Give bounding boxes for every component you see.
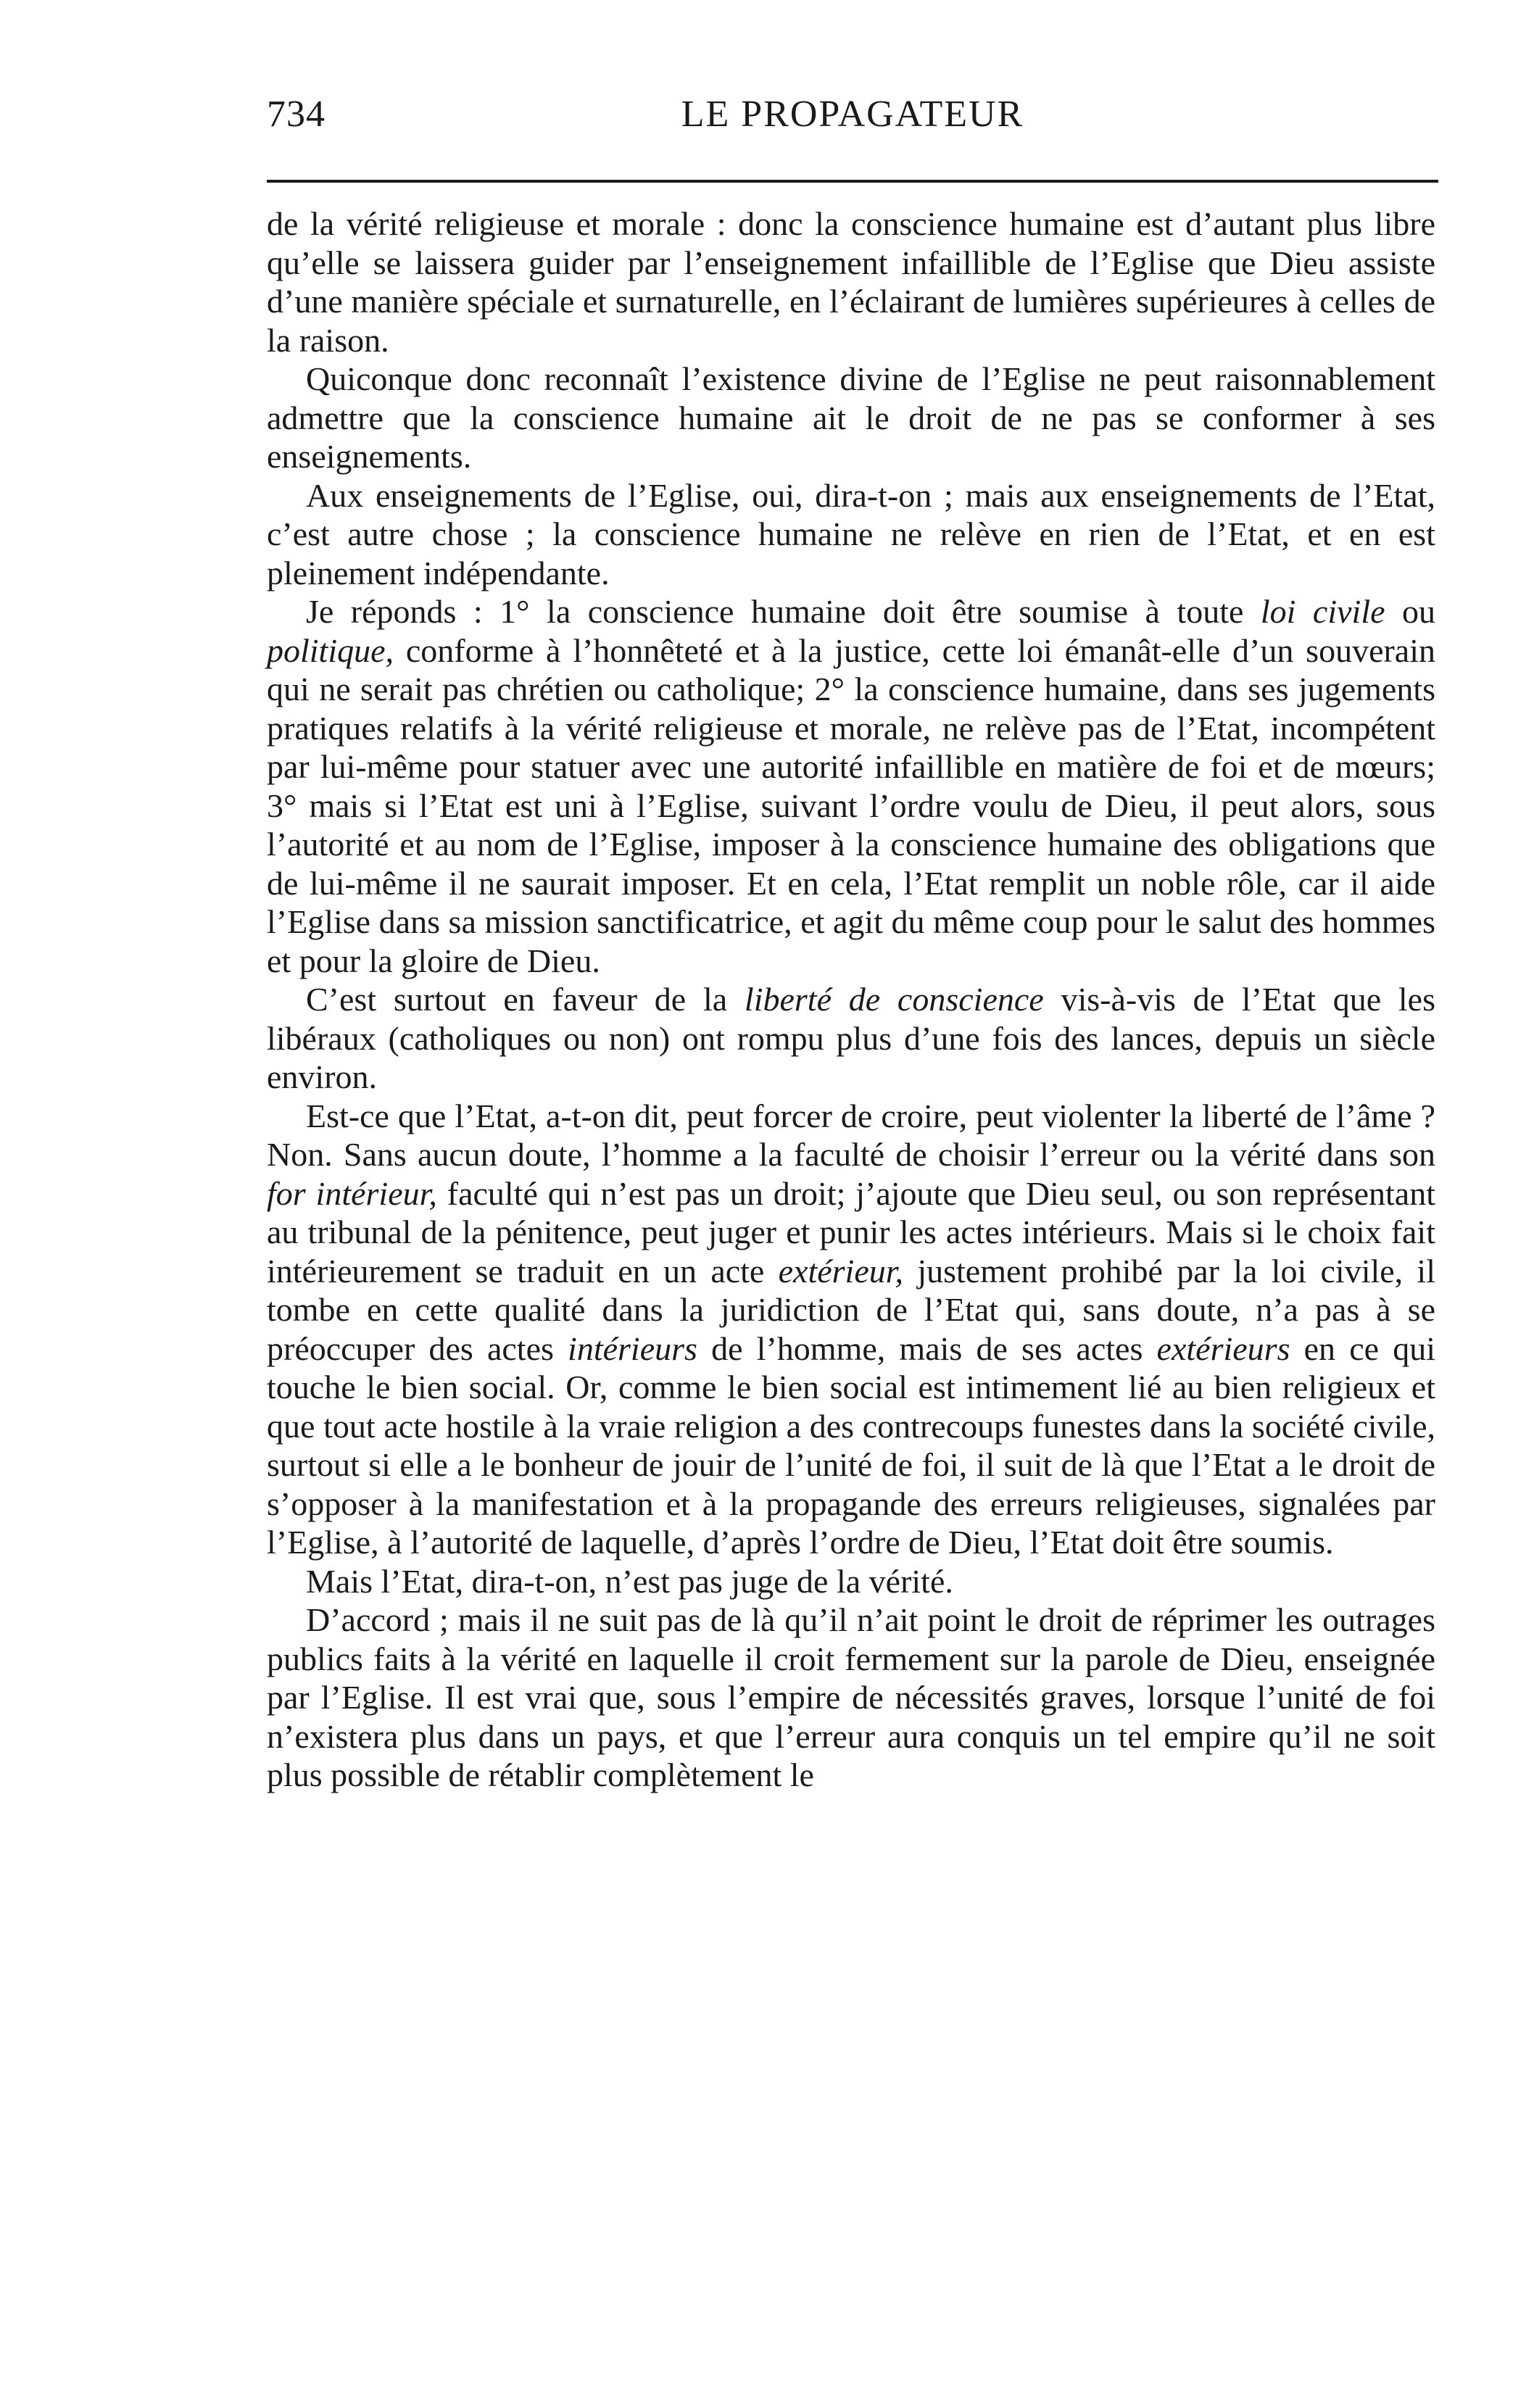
running-title: LE PROPAGATEUR [681,94,1024,135]
paragraph-4: Je réponds : 1° la conscience humaine doit être soumise à toute loi civile ou politique, conforme à l’honnêteté et à la justice, cette loi émanât-elle d’un souverain qui ne serait pas chrétien ou catholique; 2° la conscience humaine, dans ses jugements pratiques relatifs à la vérité religieuse et morale, ne relève pas de l’Etat, incompétent par lui-même pour statuer avec une autorité infaillible en matière de foi et de mœurs; 3° mais si l’Etat est uni à l’Eglise, suivant l’ordre voulu de Dieu, il peut alors, sous l’autorité et au nom de l’Eglise, imposer à la conscience humaine des obligations que de lui-même il ne saurait imposer. Et en cela, l’Etat remplit un noble rôle, car il aide l’Eglise dans sa mission sanctificatrice, et agit du même coup pour le salut des hommes et pour la gloire de Dieu. [267,593,1436,979]
italic-term: for intérieur, [267,1174,437,1212]
italic-term: politique, [267,631,394,669]
page-number: 734 [267,94,326,135]
page-header [267,93,1438,144]
italic-term: liberté de conscience [744,981,1044,1018]
paragraph-1: de la vérité religieuse et morale : donc la conscience humaine est d’autant plus libre qu’elle se laissera guider par l’enseignement infaillible de l’Eglise que Dieu assiste d’une manière spéciale et surnaturelle, en l’éclairant de lumières supérieures à celles de la raison. [267,205,1435,359]
italic-term: loi civile [1260,593,1385,630]
header-rule [267,180,1438,183]
italic-term: extérieurs [1156,1329,1290,1367]
paragraph-8: D’accord ; mais il ne suit pas de là qu’il n’ait point le droit de réprimer les outrages publics faits à la vérité en laquelle il croit fermement sur la parole de Dieu, enseignée par l’Eglise. Il est vrai que, sous l’empire de nécessités graves, lorsque l’unité de foi n’existera plus dans un pays, et que l’erreur aura conquis un tel empire qu’il ne soit plus possible de rétablir complètement le [267,1601,1435,1793]
paragraph-5: C’est surtout en faveur de la liberté de conscience vis-à-vis de l’Etat que les libéraux (catholiques ou non) ont rompu plus d’une fois des lances, depuis un siècle environ. [267,981,1436,1095]
paragraph-6: Est-ce que l’Etat, a-t-on dit, peut forcer de croire, peut violenter la liberté de l’âme ? Non. Sans aucun doute, l’homme a la faculté de choisir l’erreur ou la vérité dans son for intérieur, faculté qui n’est pas un droit; j’ajoute que Dieu seul, ou son représentant au tribunal de la pénitence, peut juger et punir les actes intérieurs. Mais si le choix fait intérieurement se traduit en un acte extérieur, justement prohibé par la loi civile, il tombe en cette qualité dans la juridiction de l’Etat qui, sans doute, n’a pas à se préoccuper des actes intérieurs de l’homme, mais de ses actes extérieurs en ce qui touche le bien social. Or, comme le bien social est intimement lié au bien religieux et que tout acte hostile à la vraie religion a des contrecoups funestes dans la société civile, surtout si elle a le bonheur de jouir de l’unité de foi, il suit de là que l’Etat a le droit de s’opposer à la manifestation et à la propagande des erreurs religieuses, signalées par l’Eglise, à l’autorité de laquelle, d’après l’ordre de Dieu, l’Etat doit être soumis. [267,1097,1435,1561]
paragraph-7: Mais l’Etat, dira-t-on, n’est pas juge de la vérité. [306,1562,953,1600]
paragraph-3: Aux enseignements de l’Eglise, oui, dira-t-on ; mais aux enseignements de l’Etat, c’est autre chose ; la conscience humaine ne relève en rien de l’Etat, et en est pleinement indépendante. [267,476,1435,591]
body-text [267,204,1435,1795]
italic-term: intérieurs [568,1329,697,1367]
italic-term: extérieur, [778,1252,904,1290]
paragraph-2: Quiconque donc reconnaît l’existence divine de l’Eglise ne peut raisonnablement admettre que la conscience humaine ait le droit de ne pas se conformer à ses enseignements. [267,360,1435,475]
